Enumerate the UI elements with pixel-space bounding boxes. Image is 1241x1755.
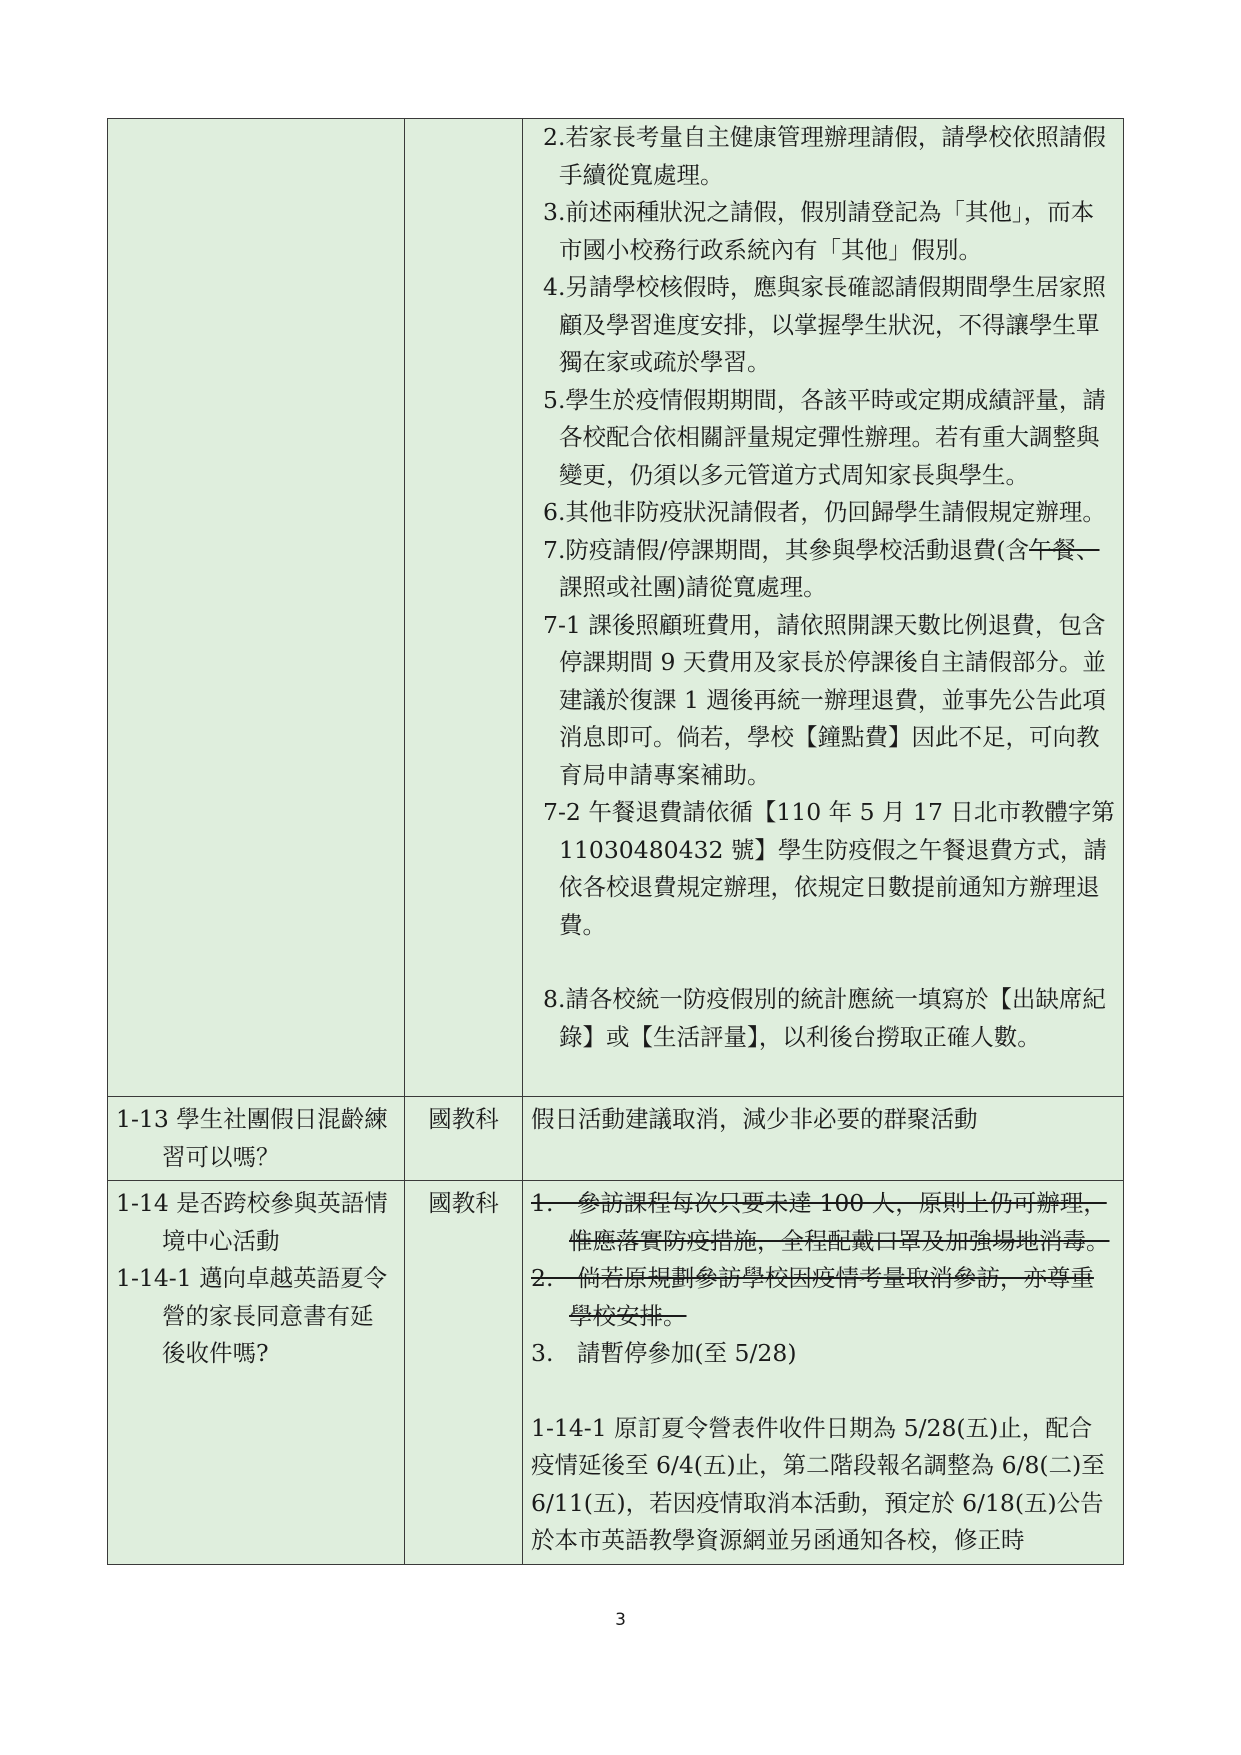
item7-text: 7.防疫請假/停課期間，其參與學校活動退費(含 bbox=[543, 535, 1030, 564]
table-row bbox=[108, 1097, 1124, 1181]
list-item: 4.另請學校核假時，應與家長確認請假期間學生居家照顧及學習進度安排，以掌握學生狀況，不得讓學生單獨在家或疏於學習。 bbox=[543, 273, 1106, 376]
item7-strike-text: 午餐、 bbox=[1029, 535, 1100, 564]
table-row bbox=[108, 119, 1124, 1097]
list-item: 3. 請暫停參加(至 5/28) bbox=[531, 1339, 797, 1367]
list-item: 2.若家長考量自主健康管理辦理請假，請學校依照請假手續從寬處理。 bbox=[543, 123, 1106, 189]
list-item: 1. 參訪課程每次只要未達 100 人，原則上仍可辦理，惟應落實防疫措施，全程配戴口罩及加強場地消毒。 bbox=[531, 1189, 1110, 1255]
question-text: 1-13 學生社團假日混齡練習可以嗎？ bbox=[116, 1105, 388, 1171]
list-item bbox=[543, 532, 1115, 607]
table-row bbox=[108, 1181, 1124, 1565]
spacer bbox=[531, 944, 1115, 981]
question-cell bbox=[108, 1181, 405, 1565]
list-item: 8.請各校統一防疫假別的統計應統一填寫於【出缺席紀錄】或【生活評量】，以利後台撈取正確人數。 bbox=[543, 985, 1106, 1051]
question-text: 1-14-1 邁向卓越英語夏令營的家長同意書有延後收件嗎? bbox=[116, 1264, 388, 1367]
list-item: 6.其他非防疫狀況請假者，仍回歸學生請假規定辦理。 bbox=[543, 498, 1106, 526]
list-item: 3.前述兩種狀況之請假，假別請登記為「其他」，而本市國小校務行政系統內有「其他」假別。 bbox=[543, 198, 1095, 264]
page-number: 3 bbox=[615, 1610, 626, 1630]
question-cell bbox=[108, 119, 405, 1097]
question-cell bbox=[108, 1097, 405, 1181]
spacer bbox=[531, 1373, 1115, 1410]
answer-paragraph: 1-14-1 原訂夏令營表件收件日期為 5/28(五)止，配合疫情延後至 6/4(五)止，第二階段報名調整為 6/8(二)至 6/11(五)，若因疫情取消本活動，預定於 6/18(五)公告於本市英語教學資源網並另函通知各校，修正時 bbox=[531, 1413, 1105, 1554]
answer-cell bbox=[523, 1181, 1124, 1565]
answer-cell bbox=[523, 119, 1124, 1097]
question-text: 1-14 是否跨校參與英語情境中心活動 bbox=[116, 1189, 388, 1255]
answer-cell: 假日活動建議取消，減少非必要的群聚活動 bbox=[523, 1097, 1124, 1181]
list-item: 7-2 午餐退費請依循【110 年 5 月 17 日北市教體字第 11030480432 號】學生防疫假之午餐退費方式，請依各校退費規定辦理，依規定日數提前通知方辦理退費。 bbox=[543, 798, 1115, 939]
list-item: 5.學生於疫情假期期間，各該平時或定期成績評量，請各校配合依相關評量規定彈性辦理。若有重大調整與變更，仍須以多元管道方式周知家長與學生。 bbox=[543, 385, 1106, 489]
item7-text-end: 課照或社團)請從寬處理。 bbox=[559, 573, 827, 601]
dept-cell: 國教科 bbox=[405, 1097, 523, 1181]
dept-cell: 國教科 bbox=[405, 1181, 523, 1565]
list-item: 2. 倘若原規劃參訪學校因疫情考量取消參訪，亦尊重學校安排。 bbox=[531, 1264, 1094, 1330]
dept-cell bbox=[405, 119, 523, 1097]
faq-table bbox=[107, 118, 1124, 1565]
list-item: 7-1 課後照顧班費用，請依照開課天數比例退費，包含停課期間 9 天費用及家長於停課後自主請假部分。並建議於復課 1 週後再統一辦理退費，並事先公告此項消息即可。倘若，學校【鐘點費】因此不足，可向教育局申請專案補助。 bbox=[543, 610, 1106, 789]
